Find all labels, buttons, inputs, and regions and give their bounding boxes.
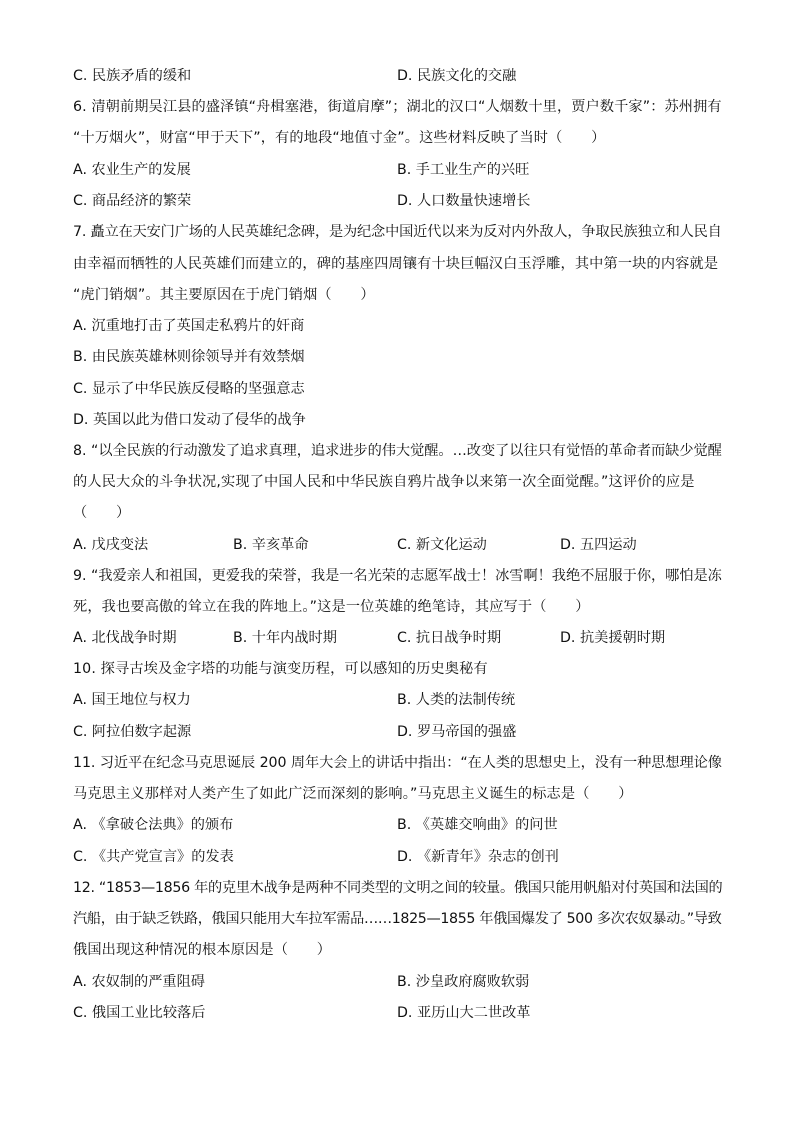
prev-option-c: C. 民族矛盾的缓和 (73, 68, 192, 84)
q12-option-a: A. 农奴制的严重阻碍 (73, 974, 205, 990)
q8-option-a: A. 戊戌变法 (73, 537, 149, 553)
q7-stem-line-1: 7. 矗立在天安门广场的人民英雄纪念碑，是为纪念中国近代以来为反对内外敌人，争取民族独立和人民自 (73, 224, 722, 240)
q12-stem-line-2: 汽船，由于缺乏铁路，俄国只能用大车拉军需品……1825—1855 年俄国爆发了 500 多次农奴暴动。”导致 (73, 911, 722, 927)
q8-stem-line-2: 的人民大众的斗争状况,实现了中国人民和中华民族自鸦片战争以来第一次全面觉醒。”这评价的应是 (73, 474, 695, 490)
q6-option-d: D. 人口数量快速增长 (397, 193, 531, 209)
q8-stem-line-3: （ ） (73, 505, 131, 521)
q9-stem-line-2: 死，我也要高傲的耸立在我的阵地上。”这是一位英雄的绝笔诗，其应写于（ ） (73, 599, 590, 615)
q9-option-c: C. 抗日战争时期 (397, 630, 502, 646)
q12-option-b: B. 沙皇政府腐败软弱 (397, 974, 530, 990)
q12-stem-line-3: 俄国出现这种情况的根本原因是（ ） (73, 942, 332, 958)
q10-stem-line-1: 10. 探寻古埃及金字塔的功能与演变历程，可以感知的历史奥秘有 (73, 661, 488, 677)
q8-option-d: D. 五四运动 (560, 537, 637, 553)
q9-stem-line-1: 9. “我爱亲人和祖国，更爱我的荣誉，我是一名光荣的志愿军战士！冰雪啊！我绝不屈服于你，哪怕是冻 (73, 568, 722, 584)
q12-option-d: D. 亚历山大二世改革 (397, 1005, 531, 1021)
q12-stem-line-1: 12. “1853—1856 年的克里木战争是两种不同类型的文明之间的较量。俄国只能用帆船对付英国和法国的 (73, 880, 723, 896)
q11-stem-line-1: 11. 习近平在纪念马克思诞辰 200 周年大会上的讲话中指出：“在人类的思想史上，没有一种思想理论像 (73, 755, 722, 771)
q12-option-c: C. 俄国工业比较落后 (73, 1005, 206, 1021)
q7-option-a: A. 沉重地打击了英国走私鸦片的奸商 (73, 318, 305, 334)
q8-option-b: B. 辛亥革命 (233, 537, 309, 553)
q9-option-a: A. 北伐战争时期 (73, 630, 177, 646)
q6-option-b: B. 手工业生产的兴旺 (397, 162, 530, 178)
q11-option-c: C. 《共产党宣言》的发表 (73, 849, 234, 865)
q7-option-d: D. 英国以此为借口发动了侵华的战争 (73, 412, 306, 428)
q10-option-b: B. 人类的法制传统 (397, 692, 516, 708)
q11-option-b: B. 《英雄交响曲》的问世 (397, 817, 558, 833)
q8-stem-line-1: 8. “以全民族的行动激发了追求真理，追求进步的伟大觉醒。…改变了以往只有觉悟的革命者而缺少觉醒 (73, 443, 722, 459)
prev-option-d: D. 民族文化的交融 (397, 68, 517, 84)
q7-stem-line-2: 由幸福而牺牲的人民英雄们而建立的，碑的基座四周镶有十块巨幅汉白玉浮雕，其中第一块的内容就是 (73, 256, 719, 272)
q8-option-c: C. 新文化运动 (397, 537, 487, 553)
q11-option-d: D. 《新青年》杂志的创刊 (397, 849, 559, 865)
q11-stem-line-2: 马克思主义那样对人类产生了如此广泛而深刻的影响。”马克思主义诞生的标志是（ ） (73, 786, 633, 802)
q10-option-c: C. 阿拉伯数字起源 (73, 724, 192, 740)
q11-option-a: A. 《拿破仑法典》的颁布 (73, 817, 234, 833)
q7-stem-line-3: “虎门销烟”。其主要原因在于虎门销烟（ ） (73, 287, 375, 303)
q7-option-b: B. 由民族英雄林则徐领导并有效禁烟 (73, 349, 305, 365)
q10-option-d: D. 罗马帝国的强盛 (397, 724, 517, 740)
q6-option-a: A. 农业生产的发展 (73, 162, 191, 178)
q6-stem-line-2: “十万烟火”，财富“甲于天下”，有的地段“地值寸金”。这些材料反映了当时（ ） (73, 130, 606, 146)
q6-option-c: C. 商品经济的繁荣 (73, 193, 192, 209)
q9-option-d: D. 抗美援朝时期 (560, 630, 666, 646)
q9-option-b: B. 十年内战时期 (233, 630, 337, 646)
q7-option-c: C. 显示了中华民族反侵略的坚强意志 (73, 381, 305, 397)
q10-option-a: A. 国王地位与权力 (73, 692, 191, 708)
q6-stem-line-1: 6. 清朝前期吴江县的盛泽镇“舟楫塞港，街道肩摩”；湖北的汉口“人烟数十里，贾户数千家”：苏州拥有 (73, 99, 722, 115)
